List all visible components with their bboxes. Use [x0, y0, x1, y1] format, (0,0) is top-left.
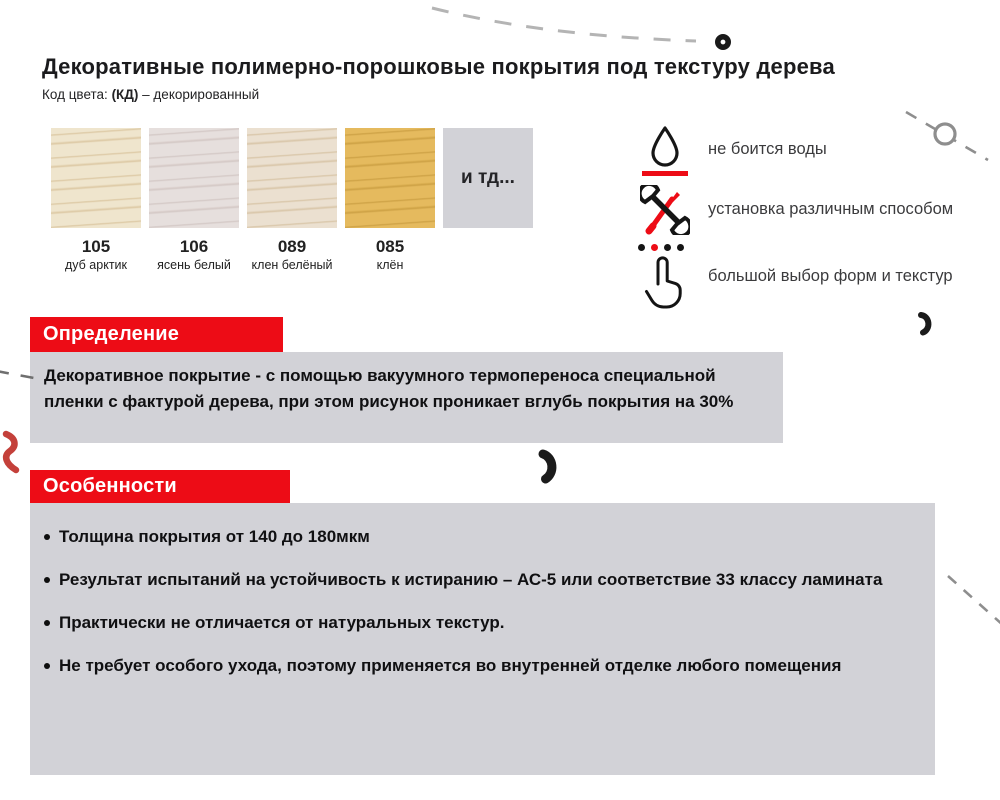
swatch-name: ясень белый [157, 258, 231, 272]
comma-doodle-icon [543, 454, 552, 479]
subtitle-suffix: – декорированный [138, 87, 260, 102]
red-squiggle-icon [6, 434, 16, 470]
feature-item [44, 563, 913, 597]
definition-body: Декоративное покрытие - с помощью вакуумного термопереноса специальной пленки с фактурой дерева, при этом рисунок проникает вглубь покрытия на 30% [30, 352, 783, 443]
subtitle-code: (КД) [111, 87, 139, 102]
wood-swatch-106 [149, 128, 239, 228]
water-drop-icon [636, 124, 694, 176]
swatch-code: 106 [179, 237, 209, 256]
comma-doodle-small-icon [921, 315, 928, 333]
hand-tap-icon [636, 244, 694, 309]
dot-red [651, 244, 658, 251]
wood-swatch-089 [247, 128, 337, 228]
swatch-code: 105 [81, 237, 111, 256]
swatch-name: клён [376, 258, 404, 272]
swatch-cell-more [443, 128, 533, 272]
dot-black [638, 244, 645, 251]
color-swatch-row [51, 128, 533, 272]
donut-dot-icon [718, 37, 728, 47]
icon-feature-label: не боится воды [708, 140, 827, 159]
feature-item [44, 606, 913, 640]
feature-item [44, 649, 913, 683]
feature-text: Толщина покрытия от 140 до 180мкм [59, 527, 370, 546]
swatch-cell [345, 128, 435, 272]
swatch-name: дуб арктик [64, 258, 127, 272]
feature-text: Результат испытаний на устойчивость к истиранию – АС-5 или соответствие 33 классу ламината [59, 570, 883, 589]
tools-icon [636, 185, 694, 235]
icon-feature-install [636, 185, 956, 235]
bullet-dot [44, 534, 50, 540]
wood-swatch-085 [345, 128, 435, 228]
icon-feature-choice [636, 244, 956, 309]
bullet-dot [44, 663, 50, 669]
feature-text: Практически не отличается от натуральных текстур. [59, 613, 505, 632]
dot-black [664, 244, 671, 251]
swatch-code: 085 [375, 237, 405, 256]
subtitle-prefix: Код цвета: [42, 87, 112, 102]
icon-feature-label: большой выбор форм и текстур [708, 266, 953, 285]
selection-dots-icon [638, 244, 684, 251]
bullet-dot [44, 577, 50, 583]
wood-swatch-105 [51, 128, 141, 228]
swatch-name: клен белёный [251, 258, 333, 272]
red-underline [642, 171, 688, 176]
page-title: Декоративные полимерно-порошковые покрытия под текстуру дерева [42, 54, 835, 79]
swatch-cell [149, 128, 239, 272]
dot-black [677, 244, 684, 251]
swatch-cell [247, 128, 337, 272]
feature-text: Не требует особого ухода, поэтому применяется во внутренней отделке любого помещения [59, 656, 842, 675]
more-colors-label: и тд... [461, 167, 515, 188]
swatch-code: 089 [277, 237, 307, 256]
bullet-dot [44, 620, 50, 626]
dashed-line-left [0, 371, 34, 378]
more-colors-box [443, 128, 533, 228]
dashed-line-top [432, 8, 696, 41]
features-header: Особенности [30, 470, 290, 503]
dashed-line-bottom-right [948, 576, 1000, 626]
icon-feature-label: установка различным способом [708, 200, 954, 219]
swatch-cell [51, 128, 141, 272]
icon-feature-water [636, 124, 956, 176]
color-code-subtitle [42, 87, 259, 102]
definition-header: Определение [30, 317, 283, 352]
icon-feature-list [636, 124, 956, 309]
feature-item [44, 520, 913, 554]
features-body [30, 503, 935, 775]
